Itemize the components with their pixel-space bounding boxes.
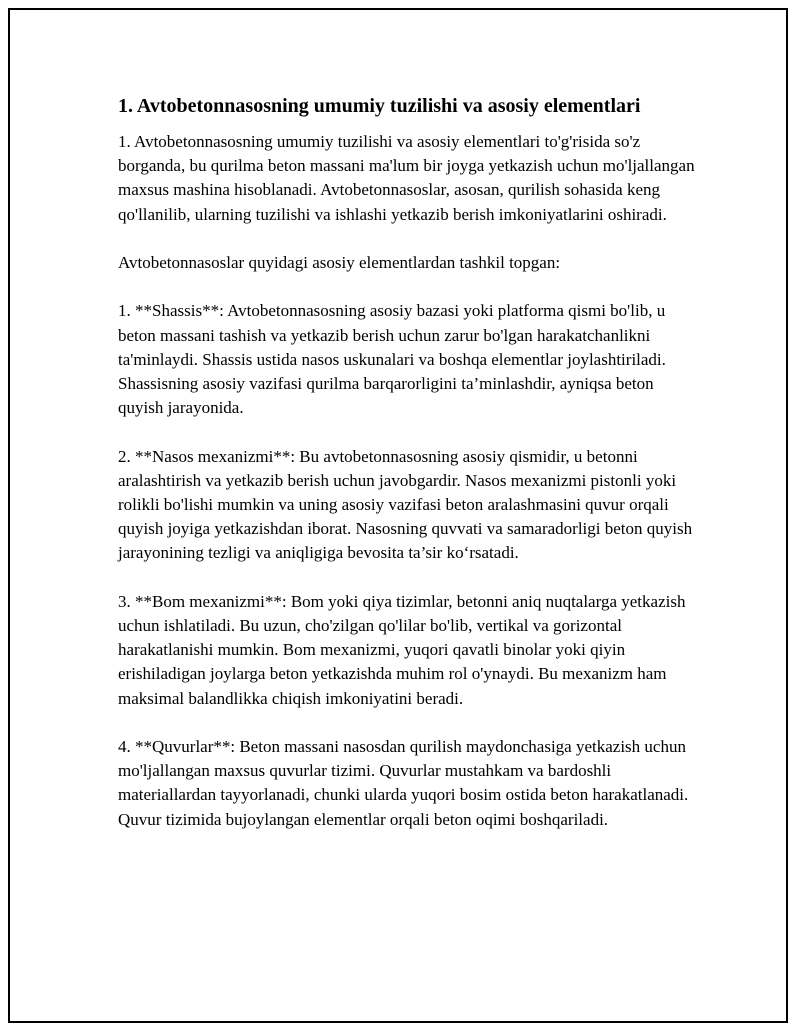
paragraph-shassis: 1. **Shassis**: Avtobetonnasosning asosiy bazasi yoki platforma qismi bo'lib, u beton massani tashish va yetkazib berish uchun zarur bo'lgan harakatchanlikni ta'minlaydi. Shassis ustida nasos uskunalari va boshqa elementlar joylashtiriladi. Shassisning asosiy vazifasi qurilma barqarorligini ta’minlashdir, ayniqsa beton quyish jarayonida.	[118, 301, 666, 418]
document-title: 1. Avtobetonnasosning umumiy tuzilishi va asosiy elementlari	[118, 95, 641, 117]
paragraph-nasos-mexanizmi: 2. **Nasos mexanizmi**: Bu avtobetonnasosning asosiy qismidir, u betonni aralashtirish va yetkazib berish uchun javobgardir. Nasos mexanizmi pistonli yoki rolikli bo'lishi mumkin va uning asosiy vazifasi beton aralashmasini quvur orqali quyish joyiga yetkazishdan iborat. Nasosning quvvati va samaradorligi beton quyish jarayonining tezligi va aniqligiga bevosita ta’sir ko‘rsatadi.	[118, 446, 693, 563]
paragraph-elements-lead: Avtobetonnasoslar quyidagi asosiy elementlardan tashkil topgan:	[118, 253, 561, 272]
paragraph-intro: 1. Avtobetonnasosning umumiy tuzilishi va asosiy elementlari to'g'risida so'z borganda, bu qurilma beton massani ma'lum bir joyga yetkazish uchun mo'ljallangan maxsus mashina hisoblanadi. Avtobetonnasoslar, asosan, qurilish sohasida keng qo'llanilib, ularning tuzilishi va ishlashi yetkazib berish imkoniyatlarini oshiradi.	[118, 132, 695, 224]
paragraph-quvurlar: 4. **Quvurlar**: Beton massani nasosdan qurilish maydonchasiga yetkazish uchun mo'ljallangan maxsus quvurlar tizimi. Quvurlar mustahkam va bardoshli materiallardan tayyorlanadi, chunki ularda yuqori bosim ostida beton harakatlanadi. Quvur tizimida bujoylangan elementlar orqali beton oqimi boshqariladi.	[118, 737, 689, 829]
paragraph-bom-mexanizmi: 3. **Bom mexanizmi**: Bom yoki qiya tizimlar, betonni aniq nuqtalarga yetkazish uchun ishlatiladi. Bu uzun, cho'zilgan qo'lilar bo'lib, vertikal va gorizontal harakatlanishi mumkin. Bom mexanizmi, yuqori qavatli binolar yoki qiyin erishiladigan joylarga beton yetkazishda muhim rol o'ynaydi. Bu mexanizm ham maksimal balandlikka chiqish imkoniyatini beradi.	[118, 591, 686, 708]
document-body	[118, 92, 698, 856]
